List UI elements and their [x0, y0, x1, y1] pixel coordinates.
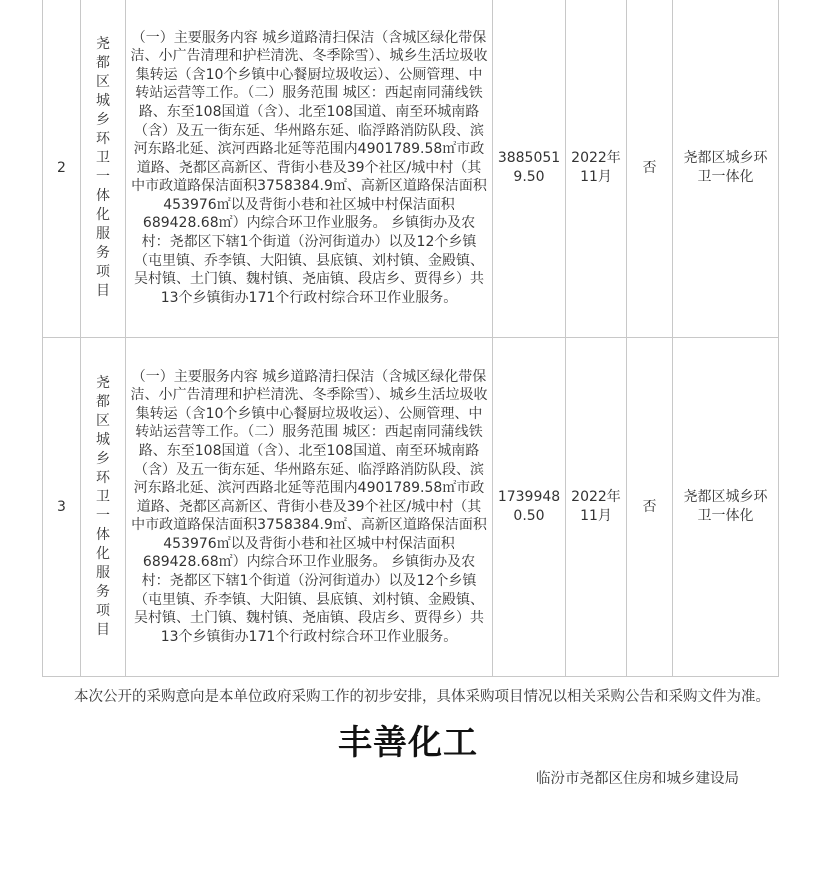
energy-saving-flag: 否 [627, 338, 673, 677]
project-name: 尧都区城乡环卫一体化服务项目 [96, 375, 110, 638]
disclaimer-note: 本次公开的采购意向是本单位政府采购工作的初步安排，具体采购项目情况以相关采购公告和采购文件为准。 [74, 689, 770, 705]
table-row [43, 338, 779, 677]
watermark: 丰善化工 [338, 723, 478, 763]
planned-date: 2022年11月 [566, 338, 627, 677]
project-description: （一）主要服务内容 城乡道路清扫保洁（含城区绿化带保洁、小广告清理和护栏清洗、冬季除雪）、城乡生活垃圾收集转运（含10个乡镇中心餐厨垃圾收运）、公厕管理、中转站运营等工作。（二）服务范围 城区：西起南同蒲线铁路、东至108国道（含）、北至108国道、南至环城南路（含）及五一街东延、华州路东延、临浮路消防队段、滨河东路北延、滨河西路北延等范围内4901789.58㎡市政道路、尧都区高新区、背街小巷及39个社区/城中村（其中市政道路保洁面积3758384.9㎡、高新区道路保洁面积453976㎡以及背街小巷和社区城中村保洁面积689428.68㎡）内综合环卫作业服务。 乡镇街办及农村：尧都区下辖1个街道（汾河街道办）以及12个乡镇（屯里镇、乔李镇、大阳镇、县底镇、刘村镇、金殿镇、吴村镇、土门镇、魏村镇、尧庙镇、段店乡、贾得乡）共13个乡镇街办171个行政村综合环卫作业服务。 [126, 338, 493, 677]
project-description: （一）主要服务内容 城乡道路清扫保洁（含城区绿化带保洁、小广告清理和护栏清洗、冬季除雪）、城乡生活垃圾收集转运（含10个乡镇中心餐厨垃圾收运）、公厕管理、中转站运营等工作。（二）服务范围 城区：西起南同蒲线铁路、东至108国道（含）、北至108国道、南至环城南路（含）及五一街东延、华州路东延、临浮路消防队段、滨河东路北延、滨河西路北延等范围内4901789.58㎡市政道路、尧都区高新区、背街小巷及39个社区/城中村（其中市政道路保洁面积3758384.9㎡、高新区道路保洁面积453976㎡以及背街小巷和社区城中村保洁面积689428.68㎡）内综合环卫作业服务。 乡镇街办及农村：尧都区下辖1个街道（汾河街道办）以及12个乡镇（屯里镇、乔李镇、大阳镇、县底镇、刘村镇、金殿镇、吴村镇、土门镇、魏村镇、尧庙镇、段店乡、贾得乡）共13个乡镇街办171个行政村综合环卫作业服务。 [126, 0, 493, 338]
energy-saving-flag: 否 [627, 0, 673, 338]
procurement-table [42, 0, 779, 677]
unit-name: 尧都区城乡环卫一体化 [673, 338, 779, 677]
budget-amount: 17399480.50 [493, 338, 566, 677]
unit-name: 尧都区城乡环卫一体化 [673, 0, 779, 338]
budget-amount: 38850519.50 [493, 0, 566, 338]
issuer-signature: 临汾市尧都区住房和城乡建设局 [536, 771, 739, 787]
row-index: 2 [43, 0, 81, 338]
planned-date: 2022年11月 [566, 0, 627, 338]
table-row [43, 0, 779, 338]
row-index: 3 [43, 338, 81, 677]
project-name: 尧都区城乡环卫一体化服务项目 [96, 36, 110, 299]
